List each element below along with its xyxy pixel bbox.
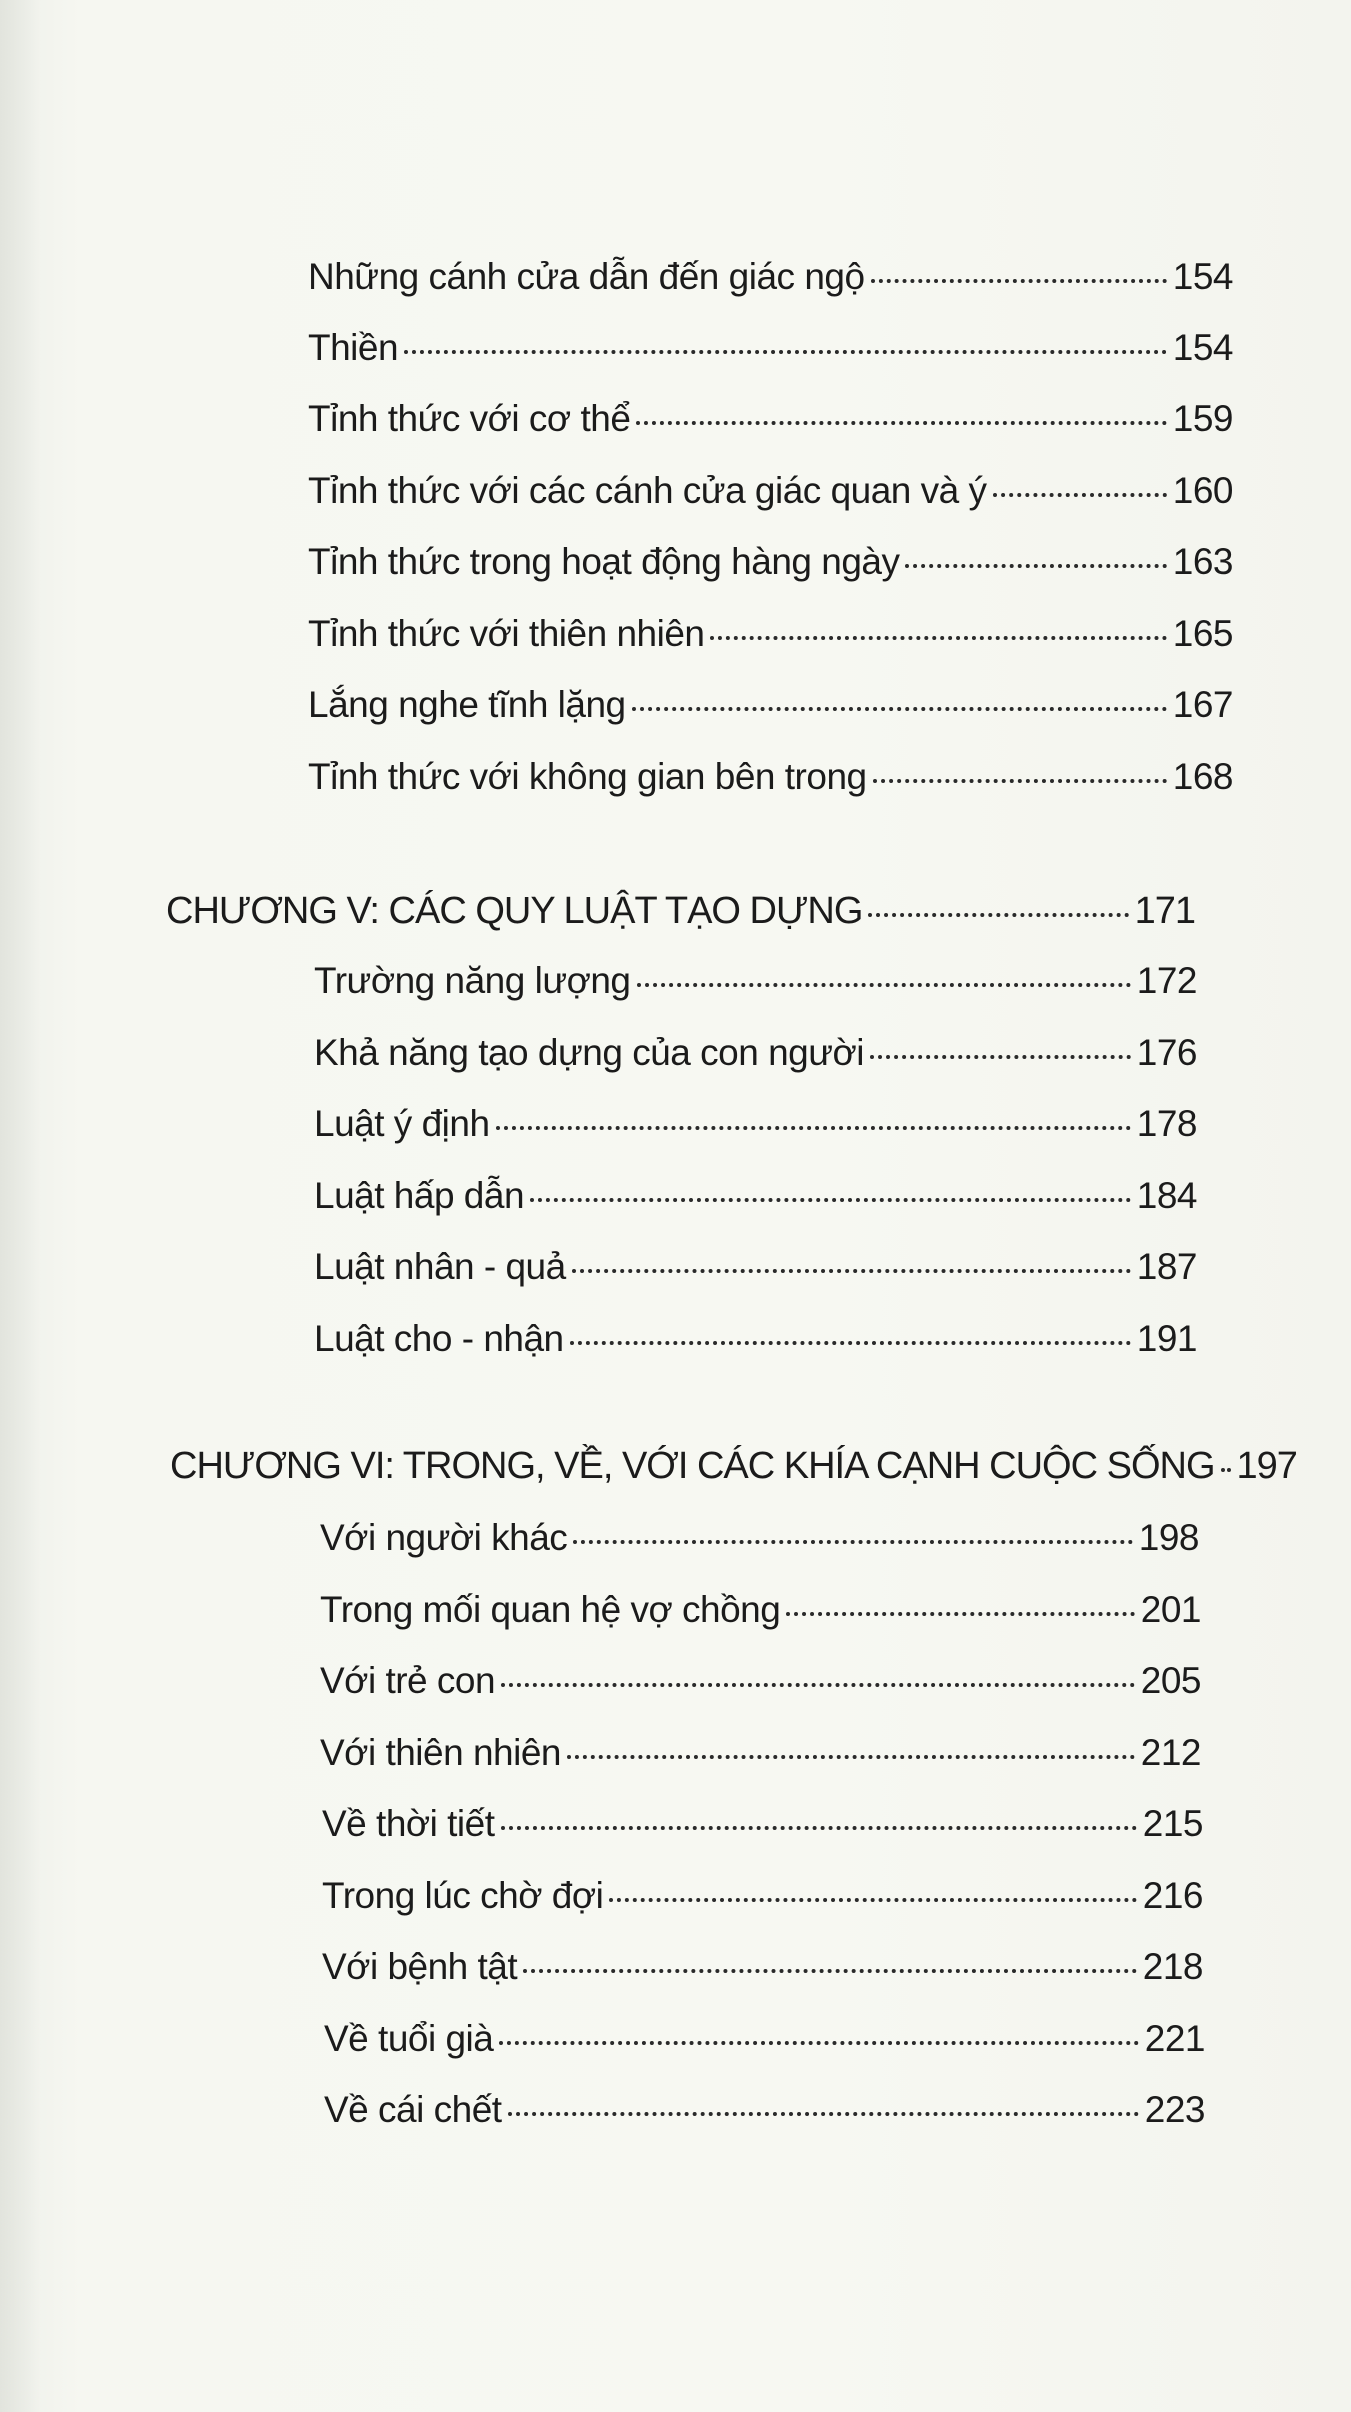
dot-leader <box>873 779 1167 783</box>
toc-entry-title: Tỉnh thức với cơ thể <box>308 398 631 439</box>
toc-entry-title: Luật ý định <box>314 1103 490 1144</box>
toc-entry <box>308 682 1233 730</box>
dot-leader <box>404 350 1167 354</box>
toc-entry-page: 212 <box>1140 1732 1201 1773</box>
toc-entry-page: 167 <box>1172 684 1233 725</box>
dot-leader <box>710 636 1166 640</box>
toc-entry <box>314 1101 1197 1149</box>
toc-entry-page: 163 <box>1172 541 1233 582</box>
toc-entry-page: 221 <box>1144 2018 1205 2059</box>
dot-leader <box>993 493 1167 497</box>
toc-entry-title: Những cánh cửa dẫn đến giác ngộ <box>308 256 865 297</box>
toc-entry-page: 160 <box>1172 470 1233 511</box>
toc-entry-title: Với người khác <box>320 1517 568 1558</box>
toc-entry <box>308 611 1233 659</box>
toc-entry <box>308 396 1233 444</box>
toc-entry-title: Lắng nghe tĩnh lặng <box>308 684 626 725</box>
chapter-heading <box>170 1443 1297 1491</box>
toc-entry-title: Tỉnh thức với không gian bên trong <box>308 756 867 797</box>
toc-entry-title: Tỉnh thức với các cánh cửa giác quan và ý <box>308 470 987 511</box>
toc-entry-title: Về tuổi già <box>324 2018 494 2059</box>
toc-entry <box>320 1730 1201 1778</box>
dot-leader <box>637 983 1131 987</box>
dot-leader <box>636 421 1166 425</box>
toc-entry-title: Thiền <box>308 327 399 368</box>
toc-entry-page: 223 <box>1144 2089 1205 2130</box>
dot-leader <box>567 1755 1135 1759</box>
page-spine-shadow <box>0 0 40 2412</box>
toc-entry <box>308 325 1233 373</box>
toc-entry-title: Về cái chết <box>324 2089 502 2130</box>
toc-entry-title: Về thời tiết <box>322 1803 495 1844</box>
dot-leader <box>868 913 1128 917</box>
toc-entry-page: 176 <box>1136 1032 1197 1073</box>
dot-leader <box>871 279 1167 283</box>
chapter-page: 171 <box>1134 890 1195 932</box>
toc-entry <box>320 1587 1201 1635</box>
toc-entry-title: Trong lúc chờ đợi <box>322 1875 604 1916</box>
toc-entry-title: Khả năng tạo dựng của con người <box>314 1032 864 1073</box>
toc-entry-page: 201 <box>1140 1589 1201 1630</box>
dot-leader <box>499 2041 1138 2045</box>
dot-leader <box>523 1969 1137 1973</box>
toc-entry <box>308 539 1233 587</box>
toc-entry <box>320 1658 1201 1706</box>
toc-entry-page: 165 <box>1172 613 1233 654</box>
dot-leader <box>508 2112 1139 2116</box>
chapter-heading <box>166 888 1195 936</box>
dot-leader <box>609 1898 1136 1902</box>
dot-leader <box>496 1126 1131 1130</box>
toc-entry-page: 215 <box>1142 1803 1203 1844</box>
toc-entry-title: Với trẻ con <box>320 1660 496 1701</box>
toc-entry-title: Trường năng lượng <box>314 960 631 1001</box>
toc-entry-title: Luật cho - nhận <box>314 1318 564 1359</box>
toc-entry-page: 154 <box>1172 327 1233 368</box>
dot-leader <box>870 1055 1131 1059</box>
toc-entry <box>314 1030 1197 1078</box>
toc-entry <box>308 468 1233 516</box>
toc-entry <box>324 2087 1205 2135</box>
toc-entry-title: Với thiên nhiên <box>320 1732 561 1773</box>
dot-leader <box>786 1612 1134 1616</box>
toc-entry-title: Luật nhân - quả <box>314 1246 566 1287</box>
toc-entry-page: 187 <box>1136 1246 1197 1287</box>
dot-leader <box>632 707 1167 711</box>
toc-entry-title: Luật hấp dẫn <box>314 1175 525 1216</box>
toc-entry <box>324 2016 1205 2064</box>
toc-entry-page: 218 <box>1142 1946 1203 1987</box>
toc-entry <box>322 1873 1203 1921</box>
toc-entry-title: Trong mối quan hệ vợ chồng <box>320 1589 781 1630</box>
dot-leader <box>530 1198 1131 1202</box>
chapter-page: 197 <box>1236 1445 1297 1487</box>
toc-entry <box>314 958 1197 1006</box>
toc-entry <box>320 1515 1199 1563</box>
toc-entry-title: Với bệnh tật <box>322 1946 518 1987</box>
dot-leader <box>570 1341 1131 1345</box>
toc-entry-page: 154 <box>1172 256 1233 297</box>
dot-leader <box>501 1683 1135 1687</box>
dot-leader <box>572 1269 1131 1273</box>
toc-entry-title: Tỉnh thức với thiên nhiên <box>308 613 705 654</box>
toc-entry-page: 172 <box>1136 960 1197 1001</box>
toc-entry-page: 159 <box>1172 398 1233 439</box>
dot-leader <box>573 1540 1132 1544</box>
toc-entry <box>314 1173 1197 1221</box>
dot-leader <box>1221 1468 1231 1472</box>
toc-entry <box>308 254 1233 302</box>
toc-entry-page: 216 <box>1142 1875 1203 1916</box>
toc-entry <box>308 754 1233 802</box>
chapter-title: CHƯƠNG V: CÁC QUY LUẬT TẠO DỰNG <box>166 890 863 932</box>
toc-entry-page: 191 <box>1136 1318 1197 1359</box>
toc-entry-page: 184 <box>1136 1175 1197 1216</box>
toc-entry-page: 168 <box>1172 756 1233 797</box>
toc-entry <box>322 1801 1203 1849</box>
toc-entry-title: Tỉnh thức trong hoạt động hàng ngày <box>308 541 900 582</box>
toc-entry <box>314 1244 1197 1292</box>
toc-entry-page: 205 <box>1140 1660 1201 1701</box>
toc-entry <box>314 1316 1197 1364</box>
toc-entry <box>322 1944 1203 1992</box>
toc-entry-page: 178 <box>1136 1103 1197 1144</box>
dot-leader <box>501 1826 1137 1830</box>
toc-entry-page: 198 <box>1138 1517 1199 1558</box>
chapter-title: CHƯƠNG VI: TRONG, VỀ, VỚI CÁC KHÍA CẠNH CUỘC SỐNG <box>170 1445 1215 1487</box>
dot-leader <box>905 564 1166 568</box>
